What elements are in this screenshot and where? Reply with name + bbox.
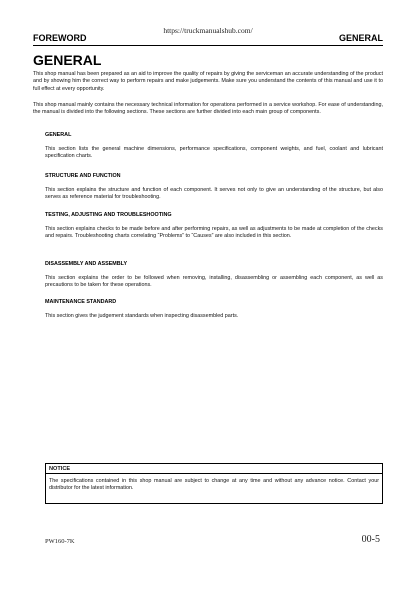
section-maintenance-standard <box>45 299 383 320</box>
page-title: GENERAL <box>33 52 102 68</box>
section-heading: MAINTENANCE STANDARD <box>45 299 117 305</box>
intro-paragraph-1: This shop manual has been prepared as an aid to improve the quality of repairs by giving the serviceman an accurate understanding of the product and by showing him the correct way to perform repairs and make judgements. Make sure you understand the contents of this manual and use it to full effect at every opportunity. <box>33 71 384 92</box>
source-url: https://truckmanualshub.com/ <box>163 26 253 35</box>
section-text: This section explains checks to be made before and after performing repairs, as well as adjustments to be made at completion of the checks and repairs. Troubleshooting charts correlating “Problems” to “Causes” are also included in this section. <box>45 226 383 240</box>
section-text: This section explains the order to be followed when removing, installing, disassembling or assembling each component, as well as precautions to be taken for these operations. <box>45 275 383 289</box>
footer-model: PW160-7K <box>45 538 75 545</box>
footer-page-number: 00-5 <box>361 534 380 545</box>
section-heading: DISASSEMBLY AND ASSEMBLY <box>45 261 128 267</box>
section-disassembly-assembly <box>45 261 383 290</box>
section-heading: GENERAL <box>45 132 72 138</box>
section-text: This section lists the general machine dimensions, performance specifications, component weights, and fuel, coolant and lubricant specification charts. <box>45 146 383 160</box>
intro-paragraph-2: This shop manual mainly contains the necessary technical information for operations performed in a service workshop. For ease of understanding, the manual is divided into the following sections. These sections are further divided into each main group of components. <box>33 102 383 116</box>
header-rule <box>33 45 383 46</box>
section-general <box>45 132 383 161</box>
notice-heading: NOTICE <box>46 464 382 474</box>
header-section-label: FOREWORD <box>33 33 87 43</box>
header-chapter-label: GENERAL <box>338 33 383 43</box>
section-text: This section explains the structure and function of each component. It serves not only to give an understanding of the structure, but also serves as reference material for troubleshooting. <box>45 187 383 201</box>
page-header <box>33 33 383 44</box>
notice-box <box>45 463 383 504</box>
section-text: This section gives the judgement standards when inspecting disassembled parts. <box>45 313 239 319</box>
section-heading: TESTING, ADJUSTING AND TROUBLESHOOTING <box>45 212 172 218</box>
notice-text: The specifications contained in this shop manual are subject to change at any time and without any advance notice. Contact your distributor for the latest information. <box>49 478 379 492</box>
section-testing-adjusting <box>45 212 383 241</box>
section-structure-function <box>45 173 383 202</box>
section-heading: STRUCTURE AND FUNCTION <box>45 173 121 179</box>
